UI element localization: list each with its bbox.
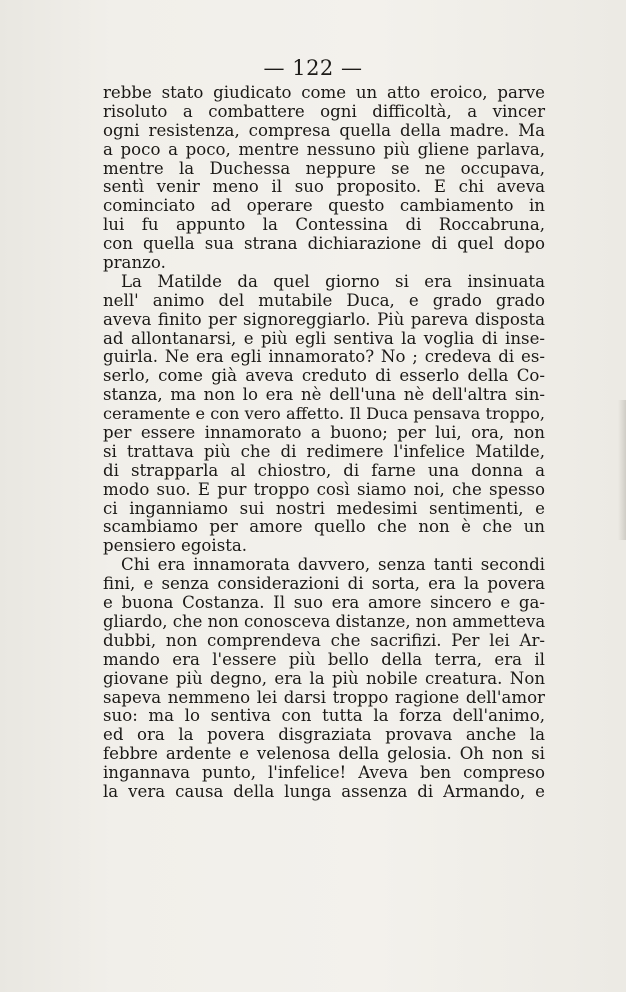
text-line: febbre ardente e velenosa della gelosia. Oh non si [103,744,545,764]
text-line: ad allontanarsi, e più egli sentiva la voglia di inse- [103,328,545,348]
text-line: modo suo. E pur troppo così siamo noi, che spesso [103,479,545,499]
text-line: e buona Costanza. Il suo era amore sincero e ga- [103,593,545,613]
text-line: La Matilde da quel giorno si era insinuata [121,271,545,291]
text-line: dubbi, non comprendeva che sacrifizi. Per lei Ar- [103,630,545,650]
text-line: si trattava più che di redimere l'infelice Matilde, [103,441,545,461]
text-line: guirla. Ne era egli innamorato? No ; credeva di es- [103,347,545,367]
page-edge-shadow [618,400,626,540]
text-line: fini, e senza considerazioni di sorta, era la povera [103,574,545,594]
text-line: ed ora la povera disgraziata provava anche la [103,725,545,745]
text-line: mando era l'essere più bello della terra, era il [103,649,545,669]
text-line: suo: ma lo sentiva con tutta la forza dell'animo, [103,706,545,726]
text-line: serlo, come già aveva creduto di esserlo della Co- [103,366,545,386]
body-text [103,84,545,802]
text-line: cominciato ad operare questo cambiamento in [103,196,545,216]
text-line: la vera causa della lunga assenza di Armando, e [103,781,545,801]
text-line: ingannava punto, l'infelice! Aveva ben compreso [103,763,545,783]
text-line: a poco a poco, mentre nessuno più gliene parlava, [103,139,545,159]
page-number: — 122 — [263,56,363,80]
text-line: risoluto a combattere ogni difficoltà, a vincer [103,101,545,121]
text-line: ceramente e con vero affetto. Il Duca pensava troppo, [103,404,545,424]
text-line: sentì venir meno il suo proposito. E chi aveva [103,177,545,197]
text-line: pranzo. [103,253,166,273]
text-line: nell' animo del mutabile Duca, e grado grado [103,290,545,310]
text-line: pensiero egoista. [103,536,248,556]
text-line: ogni resistenza, compresa quella della madre. Ma [103,120,545,140]
text-line: giovane più degno, era la più nobile creatura. Non [103,668,545,688]
text-line: aveva finito per signoreggiarlo. Più pareva disposta [103,309,545,329]
text-line: Chi era innamorata davvero, senza tanti secondi [121,555,545,575]
text-line: lui fu appunto la Contessina di Roccabruna, [103,215,545,235]
text-line: scambiamo per amore quello che non è che un [103,517,545,537]
text-line: gliardo, che non conosceva distanze, non ammetteva [103,611,546,631]
text-line: ci inganniamo sui nostri medesimi sentimenti, e [103,498,545,518]
text-line: di strapparla al chiostro, di farne una donna a [103,460,545,480]
text-line: rebbe stato giudicato come un atto eroico, parve [103,83,545,102]
text-line: per essere innamorato a buono; per lui, ora, non [103,423,545,443]
text-line: sapeva nemmeno lei darsi troppo ragione dell'amor [103,687,545,707]
text-line: mentre la Duchessa neppure se ne occupava, [103,158,545,178]
text-line: stanza, ma non lo era nè dell'una nè dell'altra sin- [103,385,545,405]
text-line: con quella sua strana dichiarazione di quel dopo [103,234,545,254]
